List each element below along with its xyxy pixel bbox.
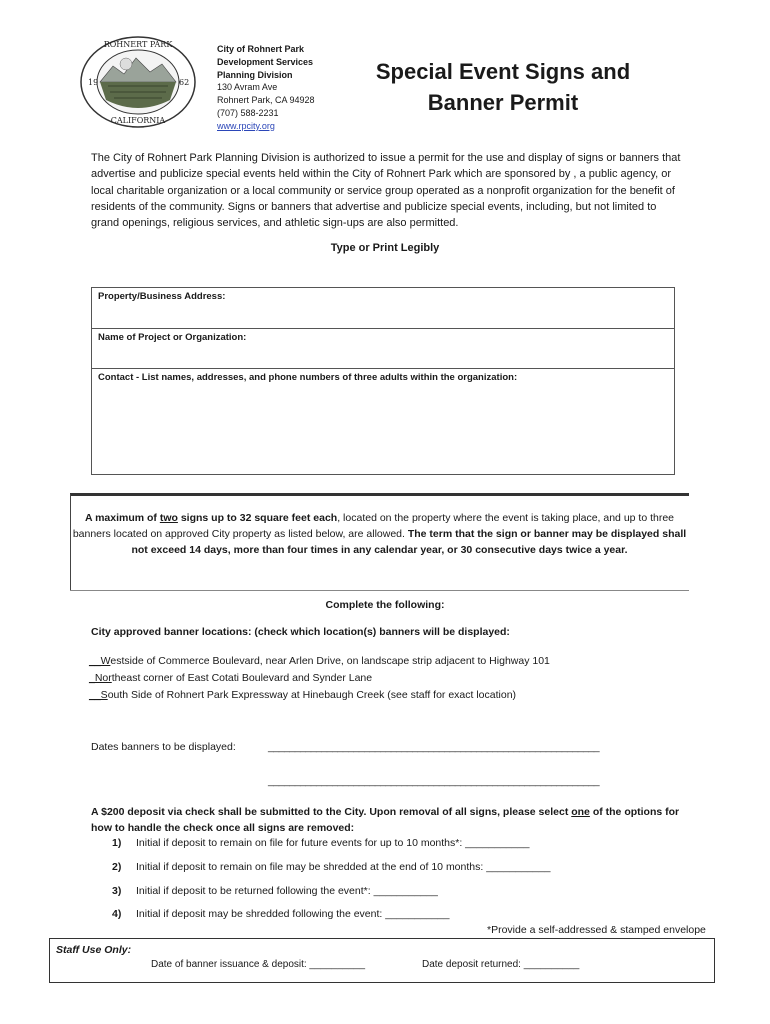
dates-label: Dates banners to be displayed: xyxy=(91,741,236,753)
option-4-number: 4) xyxy=(112,908,122,920)
sign-limit-paragraph xyxy=(70,510,689,559)
issuance-date-field[interactable]: Date of banner issuance & deposit: __________ xyxy=(151,959,366,970)
seal-top-text: ROHNERT PARK xyxy=(103,40,173,49)
staff-use-title: Staff Use Only: xyxy=(56,944,132,956)
seal-year-right: 62 xyxy=(179,78,190,87)
location-option-3[interactable] xyxy=(89,689,516,701)
intro-paragraph: The City of Rohnert Park Planning Division is authorized to issue a permit for the use and display of signs or banners that advertise and publicize special events held within the City of Rohnert Park which are sponsored by , a public agency, or local charitable organization or a local community or service group operated as a nonprofit organization for the benefit of residents of the community. Signs or banners that advertise and publicize special events, including, but not limited to grand openings, religious services, and athletic sign-ups are also permitted. xyxy=(91,152,681,230)
deposit-text-c: of the options for how to handle the check once all signs are removed: xyxy=(91,806,680,834)
dates-input-line-2[interactable]: ______________________________________________________________ xyxy=(268,775,600,787)
seal-bottom-text: CALIFORNIA xyxy=(110,116,166,125)
option-1-number: 1) xyxy=(112,837,122,849)
envelope-footnote: *Provide a self-addressed & stamped envelope xyxy=(487,924,706,936)
staff-use-box xyxy=(49,938,715,983)
deposit-paragraph xyxy=(91,805,681,836)
location-text: theast corner of East Cotati Boulevard and Synder Lane xyxy=(111,672,373,684)
print-legibly-heading: Type or Print Legibly xyxy=(330,242,440,254)
location-option-2[interactable] xyxy=(89,672,372,684)
project-name-label: Name of Project or Organization: xyxy=(98,332,247,343)
location-text: estside of Commerce Boulevard, near Arlen Drive, on landscape strip adjacent to Highway 101 xyxy=(110,655,550,667)
seal-year-left: 19 xyxy=(88,78,99,87)
agency-phone: (707) 588-2231 xyxy=(217,107,279,118)
document-title xyxy=(350,56,656,118)
option-3-text[interactable]: Initial if deposit to be returned following the event*: ___________ xyxy=(136,885,438,897)
title-line-1: Special Event Signs and xyxy=(375,59,631,84)
section-divider xyxy=(70,493,689,496)
deposit-text-one: one xyxy=(571,806,590,818)
agency-city: City of Rohnert Park xyxy=(217,44,305,54)
max-text-term: The term that the sign or banner may be displayed shall not exceed 14 days, more than four times in any calendar year, or 30 consecutive days twice a year. xyxy=(131,528,687,557)
option-2-text[interactable]: Initial if deposit to remain on file may be shredded at the end of 10 months: ___________ xyxy=(136,861,551,873)
max-text-d: , located on the property where the event is taking place, and up to three banners located on approved City property as listed below, are allowed. xyxy=(72,512,675,541)
max-text-two: two xyxy=(159,512,178,524)
project-name-field[interactable] xyxy=(92,329,674,369)
contact-label: Contact - List names, addresses, and phone numbers of three adults within the organization: xyxy=(98,372,518,383)
option-1-text[interactable]: Initial if deposit to remain on file for future events for up to 10 months*: ___________ xyxy=(136,837,530,849)
max-text-c: signs up to 32 square feet each xyxy=(177,512,338,524)
complete-heading: Complete the following: xyxy=(325,599,445,611)
contact-field[interactable] xyxy=(92,369,674,474)
city-seal-logo xyxy=(78,34,198,130)
address-field[interactable] xyxy=(92,288,674,329)
deposit-returned-date-field[interactable]: Date deposit returned: __________ xyxy=(422,959,580,970)
max-text-a: A maximum of xyxy=(84,512,160,524)
location-option-1[interactable] xyxy=(89,655,550,667)
agency-website-link[interactable]: www.rpcity.org xyxy=(217,120,275,131)
option-2-number: 2) xyxy=(112,861,122,873)
location-text: outh Side of Rohnert Park Expressway at Hinebaugh Creek (see staff for exact location) xyxy=(107,689,517,701)
location-checkbox-blank[interactable]: __S xyxy=(89,689,108,701)
locations-heading: City approved banner locations: (check which location(s) banners will be displayed: xyxy=(91,626,510,638)
agency-city-state: Rohnert Park, CA 94928 xyxy=(217,95,315,106)
option-3-number: 3) xyxy=(112,885,122,897)
address-label: Property/Business Address: xyxy=(98,291,226,302)
title-line-2: Banner Permit xyxy=(427,90,579,115)
location-checkbox-blank[interactable]: __W xyxy=(89,655,111,667)
applicant-form-box xyxy=(91,287,675,475)
dates-input-line-1[interactable]: ______________________________________________________________ xyxy=(268,741,600,753)
agency-contact-block xyxy=(217,43,315,133)
section-bottom-divider xyxy=(70,590,689,591)
agency-department: Development Services xyxy=(217,56,314,67)
agency-street: 130 Avram Ave xyxy=(217,82,278,93)
location-checkbox-blank[interactable]: _Nor xyxy=(89,672,112,684)
agency-division: Planning Division xyxy=(217,69,293,80)
option-4-text[interactable]: Initial if deposit may be shredded following the event: ___________ xyxy=(136,908,450,920)
deposit-text-a: A $200 deposit via check shall be submitted to the City. Upon removal of all signs, please select xyxy=(91,806,572,818)
